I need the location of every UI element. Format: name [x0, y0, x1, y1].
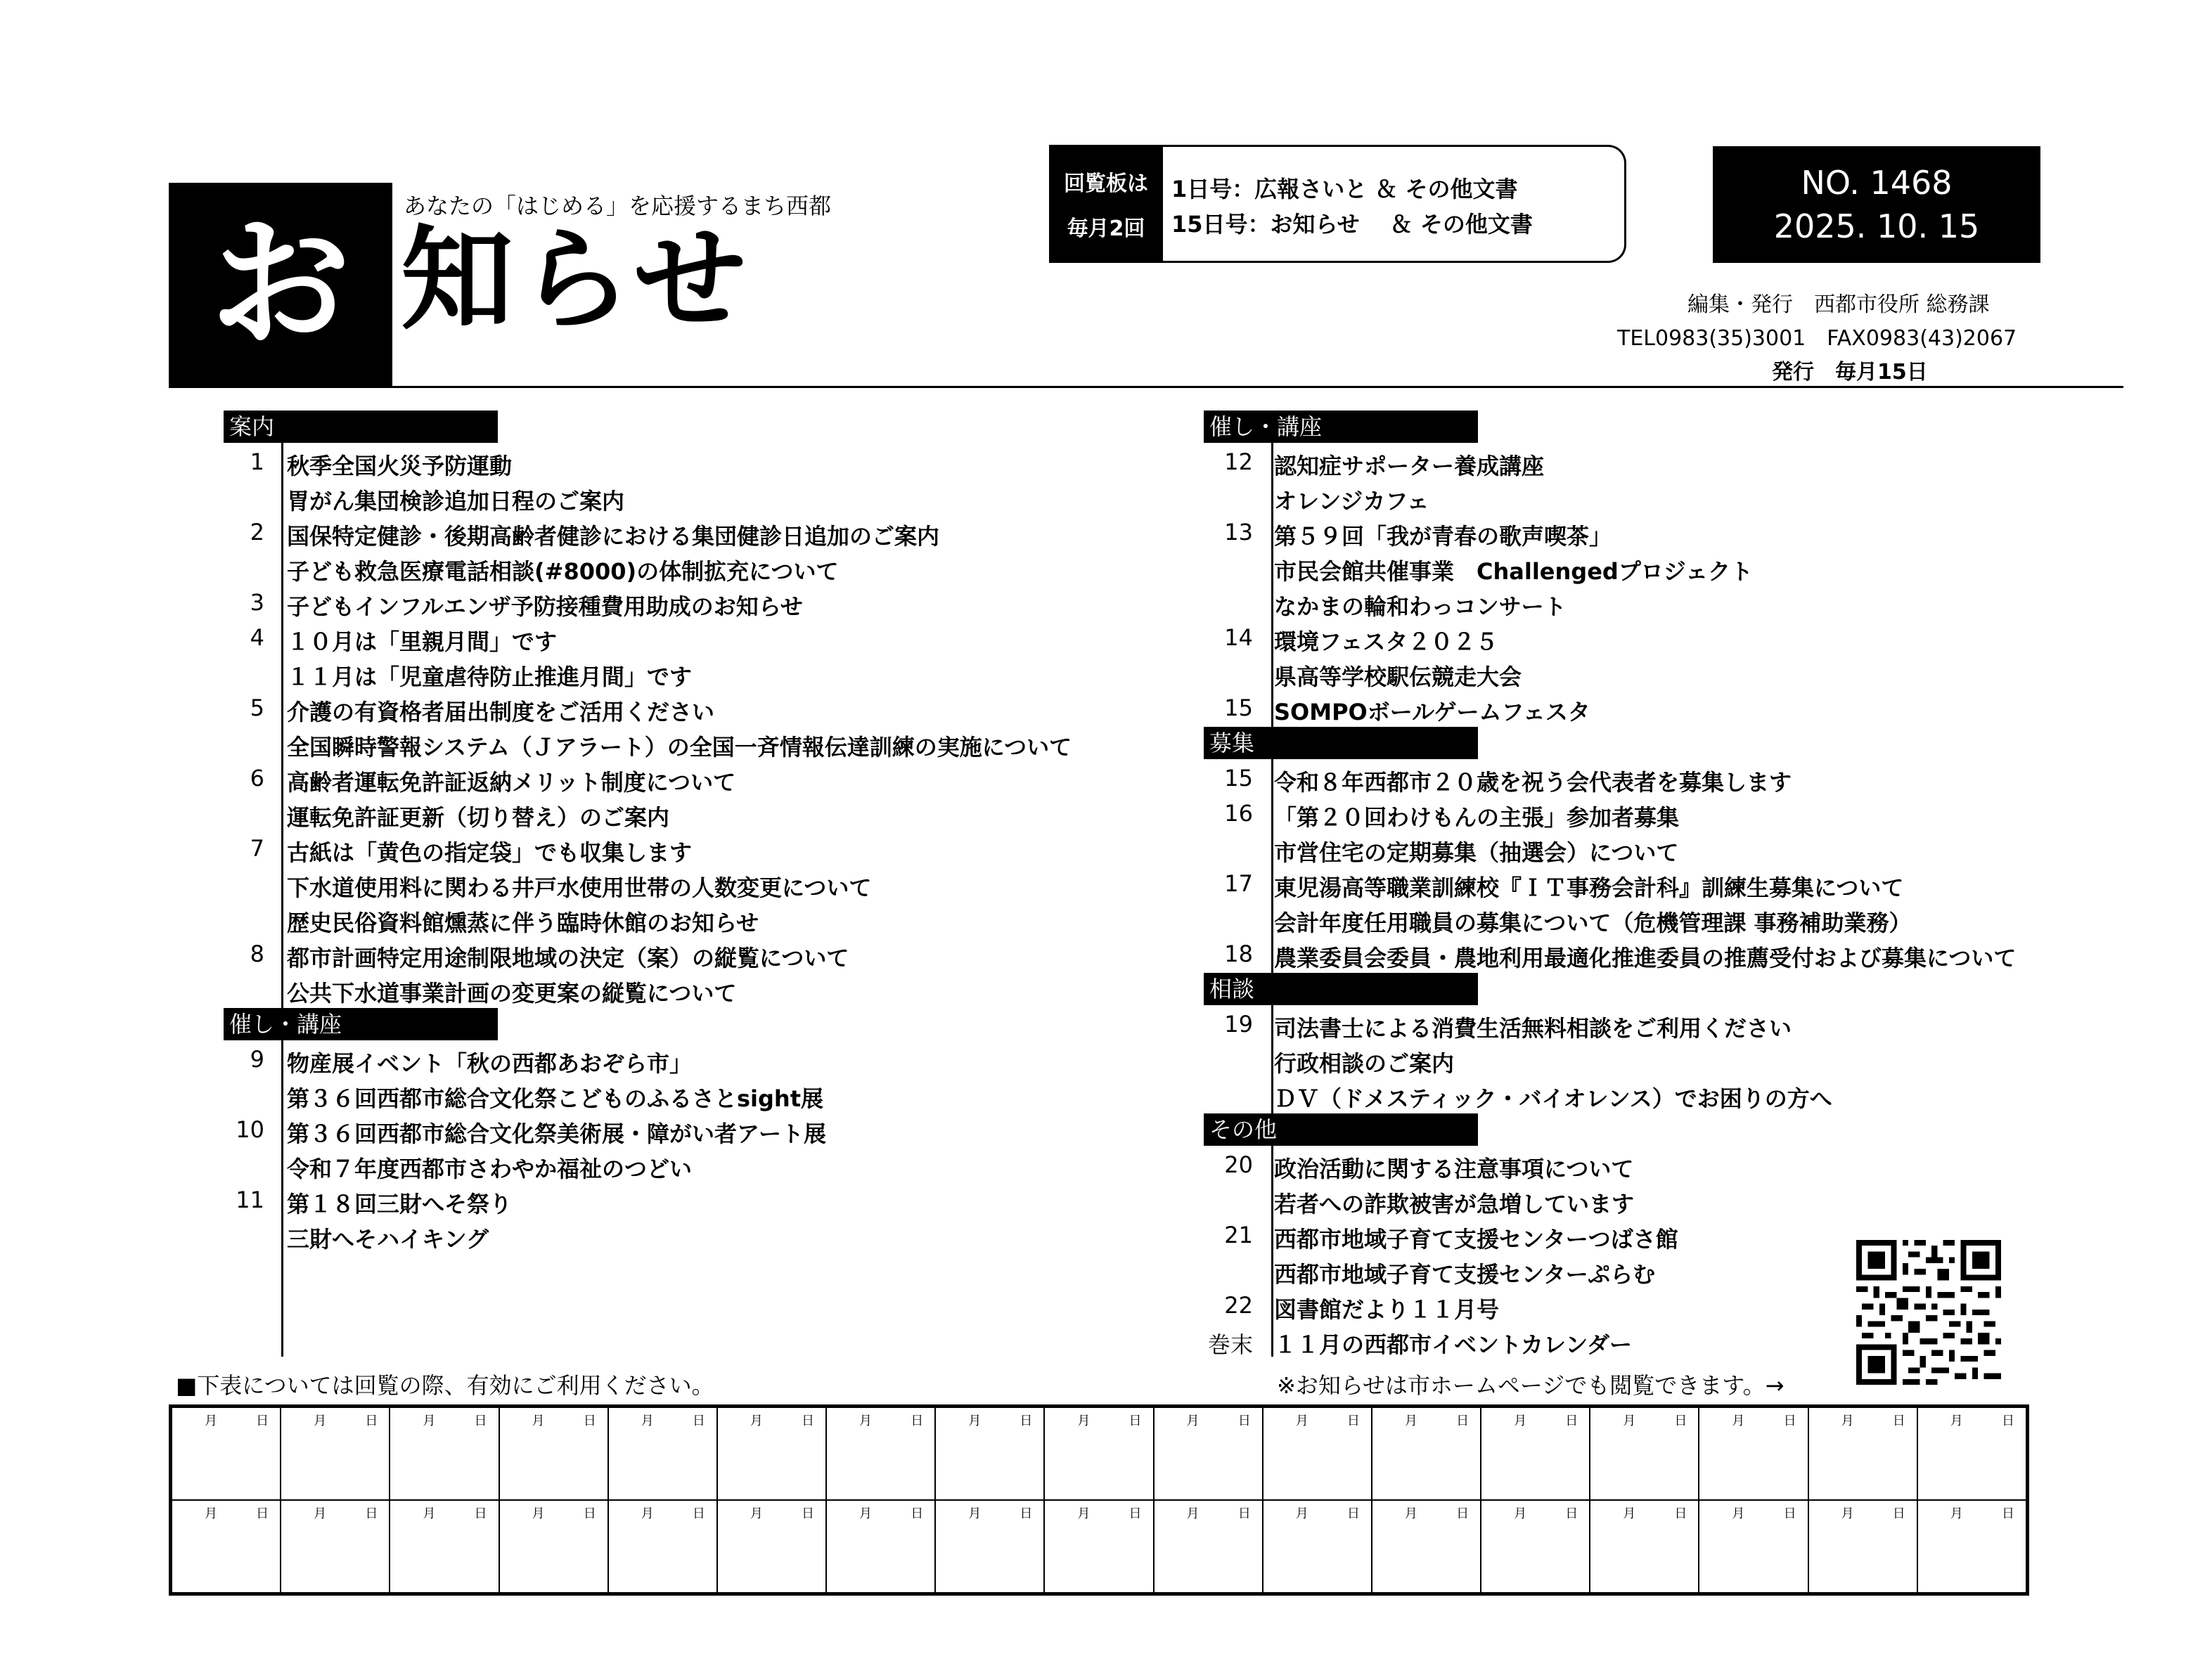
- item-number: 4: [250, 624, 264, 651]
- day-label: 日: [1237, 1506, 1251, 1521]
- list-item[interactable]: 若者への詐欺被害が急増しています: [1274, 1191, 1635, 1217]
- date-cell-labels: [831, 1411, 930, 1429]
- list-item[interactable]: 東児湯高等職業訓練校『ＩＴ事務会計科』訓練生募集について: [1274, 874, 1904, 901]
- month-label: 月: [532, 1414, 545, 1428]
- section-heading: 募集: [1204, 727, 1478, 759]
- day-label: 日: [2002, 1506, 2014, 1521]
- date-cell-labels: [722, 1504, 821, 1522]
- date-cell[interactable]: [281, 1500, 390, 1593]
- month-label: 月: [314, 1506, 327, 1521]
- date-cell[interactable]: [1263, 1500, 1372, 1593]
- list-item[interactable]: 胃がん集団検診追加日程のご案内: [287, 488, 625, 515]
- day-label: 日: [583, 1506, 596, 1521]
- day-label: 日: [692, 1506, 705, 1521]
- tagline: あなたの「はじめる」を応援するまち西都: [404, 193, 832, 219]
- month-label: 月: [1732, 1506, 1745, 1521]
- day-label: 日: [474, 1414, 487, 1428]
- day-label: 日: [692, 1414, 705, 1428]
- date-cell[interactable]: [172, 1500, 281, 1593]
- circulation-line-1: 1日号：広報さいと ＆ その他文書: [1171, 176, 1518, 202]
- section-heading: 相談: [1204, 973, 1478, 1005]
- list-item[interactable]: 子ども救急医療電話相談(#8000)の体制拡充について: [287, 558, 839, 585]
- list-item[interactable]: 会計年度任用職員の募集について（危機管理課 事務補助業務）: [1274, 910, 1912, 936]
- item-number: 15: [1224, 694, 1253, 721]
- left-column-rule: [281, 443, 283, 1357]
- month-label: 月: [1841, 1414, 1854, 1428]
- month-label: 月: [1295, 1414, 1308, 1428]
- list-item[interactable]: １１月は「児童虐待防止推進月間」です: [287, 664, 693, 690]
- item-number: 8: [250, 941, 264, 967]
- month-label: 月: [859, 1506, 873, 1521]
- month-label: 月: [314, 1414, 327, 1428]
- date-cell-labels: [831, 1504, 930, 1522]
- table-row: [172, 1407, 2026, 1500]
- date-cell-labels: [1922, 1411, 2021, 1429]
- day-label: 日: [802, 1506, 815, 1521]
- circulation-box: [1163, 145, 1626, 263]
- item-number: 18: [1224, 941, 1253, 967]
- date-cell-labels: [722, 1411, 821, 1429]
- circulation-date-table: [169, 1404, 2029, 1596]
- date-cell[interactable]: [1044, 1500, 1153, 1593]
- date-cell[interactable]: [935, 1500, 1044, 1593]
- item-number: 20: [1224, 1151, 1253, 1178]
- month-label: 月: [1404, 1414, 1417, 1428]
- month-label: 月: [1950, 1414, 1963, 1428]
- date-cell-labels: [1704, 1504, 1803, 1522]
- month-label: 月: [205, 1414, 217, 1428]
- item-number: 12: [1224, 448, 1253, 475]
- item-number: 2: [250, 519, 264, 545]
- list-item[interactable]: 子どもインフルエンザ予防接種費用助成のお知らせ: [287, 593, 803, 620]
- date-cell-labels: [1922, 1504, 2021, 1522]
- date-cell-labels: [1159, 1504, 1258, 1522]
- list-item[interactable]: 政治活動に関する注意事項について: [1274, 1156, 1634, 1182]
- item-number: 22: [1224, 1292, 1253, 1319]
- homepage-note[interactable]: ※お知らせは市ホームページでも閲覧できます。→: [1277, 1372, 1785, 1399]
- publisher: 編集・発行 西都市役所 総務課: [1687, 292, 1990, 317]
- date-cell[interactable]: [1372, 1500, 1481, 1593]
- item-number: 16: [1224, 800, 1253, 827]
- day-label: 日: [2002, 1414, 2014, 1428]
- date-cell[interactable]: [935, 1407, 1044, 1500]
- month-label: 月: [532, 1506, 545, 1521]
- list-item[interactable]: 下水道使用料に関わる井戸水使用世帯の人数変更について: [287, 874, 872, 901]
- date-cell-labels: [285, 1504, 385, 1522]
- date-cell[interactable]: [1808, 1407, 1917, 1500]
- day-label: 日: [1892, 1414, 1905, 1428]
- list-item[interactable]: 県高等学校駅伝競走大会: [1274, 664, 1522, 690]
- month-label: 月: [641, 1506, 654, 1521]
- day-label: 日: [1346, 1506, 1360, 1521]
- date-cell-labels: [176, 1504, 276, 1522]
- date-cell[interactable]: [390, 1407, 499, 1500]
- day-label: 日: [1674, 1506, 1687, 1521]
- day-label: 日: [256, 1506, 269, 1521]
- date-cell[interactable]: [608, 1407, 717, 1500]
- day-label: 日: [802, 1414, 815, 1428]
- date-cell-labels: [940, 1411, 1039, 1429]
- day-label: 日: [1892, 1506, 1905, 1521]
- header-rule: [169, 386, 2123, 388]
- list-item[interactable]: 「第２０回わけもんの主張」参加者募集: [1274, 804, 1680, 831]
- month-label: 月: [1841, 1506, 1854, 1521]
- item-number: 巻末: [1207, 1331, 1253, 1358]
- day-label: 日: [1565, 1506, 1578, 1521]
- day-label: 日: [583, 1414, 596, 1428]
- list-item[interactable]: 令和７年度西都市さわやか福祉のつどい: [287, 1156, 693, 1182]
- list-item[interactable]: 第３６回西都市総合文化祭こどものふるさとsight展: [287, 1085, 824, 1112]
- page-title: 知らせ: [401, 214, 752, 345]
- date-cell[interactable]: [281, 1407, 390, 1500]
- section-heading: 案内: [224, 411, 498, 443]
- list-item[interactable]: オレンジカフェ: [1274, 488, 1429, 515]
- date-cell[interactable]: [1808, 1500, 1917, 1593]
- month-label: 月: [750, 1506, 763, 1521]
- right-column-rule: [1271, 443, 1273, 1357]
- item-number: 9: [250, 1046, 264, 1073]
- date-cell-labels: [394, 1504, 494, 1522]
- list-item[interactable]: 認知症サポーター養成講座: [1274, 453, 1545, 479]
- list-item[interactable]: 司法書士による消費生活無料相談をご利用ください: [1274, 1015, 1792, 1042]
- date-cell-labels: [285, 1411, 385, 1429]
- list-item[interactable]: 介護の有資格者届出制度をご活用ください: [287, 699, 715, 725]
- date-cell[interactable]: [608, 1500, 717, 1593]
- date-cell-labels: [394, 1411, 494, 1429]
- month-label: 月: [205, 1506, 217, 1521]
- date-cell[interactable]: [1481, 1407, 1590, 1500]
- date-cell[interactable]: [499, 1407, 608, 1500]
- list-item[interactable]: 環境フェスタ２０２５: [1274, 628, 1498, 655]
- month-label: 月: [1514, 1506, 1527, 1521]
- list-item[interactable]: 農業委員会委員・農地利用最適化推進委員の推薦受付および募集について: [1274, 945, 2017, 971]
- month-label: 月: [968, 1414, 982, 1428]
- month-label: 月: [1514, 1414, 1527, 1428]
- list-item[interactable]: 第５９回「我が青春の歌声喫茶」: [1274, 523, 1612, 550]
- list-item[interactable]: 三財へそハイキング: [287, 1226, 489, 1253]
- list-item[interactable]: 全国瞬時警報システム（Ｊアラート）の全国一斉情報伝達訓練の実施について: [287, 734, 1072, 761]
- date-cell-labels: [940, 1504, 1039, 1522]
- day-label: 日: [1456, 1506, 1470, 1521]
- issue-badge: [1713, 146, 2040, 263]
- date-cell-labels: [1595, 1411, 1694, 1429]
- section-heading: 催し・講座: [224, 1008, 498, 1040]
- list-item[interactable]: 第１８回三財へそ祭り: [287, 1191, 513, 1217]
- day-label: 日: [1020, 1506, 1033, 1521]
- list-item[interactable]: 第３６回西都市総合文化祭美術展・障がい者アート展: [287, 1120, 827, 1147]
- date-cell[interactable]: [1154, 1407, 1263, 1500]
- date-cell-labels: [1049, 1411, 1148, 1429]
- day-label: 日: [1565, 1414, 1578, 1428]
- date-cell[interactable]: [1481, 1500, 1590, 1593]
- item-number: 3: [250, 589, 264, 616]
- month-label: 月: [641, 1414, 654, 1428]
- circulation-label: [1049, 145, 1163, 263]
- list-item[interactable]: １１月の西都市イベントカレンダー: [1274, 1331, 1632, 1358]
- day-label: 日: [911, 1414, 924, 1428]
- list-item[interactable]: 秋季全国火災予防運動: [287, 453, 513, 479]
- date-cell[interactable]: [1044, 1407, 1153, 1500]
- list-item[interactable]: 市営住宅の定期募集（抽選会）について: [1274, 839, 1679, 866]
- month-label: 月: [1623, 1414, 1636, 1428]
- month-label: 月: [1077, 1506, 1091, 1521]
- list-item[interactable]: 国保特定健診・後期高齢者健診における集団健診日追加のご案内: [287, 523, 940, 550]
- date-cell-labels: [1268, 1411, 1367, 1429]
- date-cell-labels: [1377, 1411, 1476, 1429]
- list-item[interactable]: 令和８年西都市２０歳を祝う会代表者を募集します: [1274, 769, 1792, 796]
- list-item[interactable]: なかまの輪和わっコンサート: [1274, 593, 1567, 620]
- date-cell-labels: [613, 1504, 712, 1522]
- date-cell[interactable]: [390, 1500, 499, 1593]
- date-cell-labels: [1813, 1411, 1912, 1429]
- date-cell[interactable]: [1590, 1500, 1699, 1593]
- day-label: 日: [1783, 1414, 1796, 1428]
- list-item[interactable]: 市民会館共催事業 Challengedプロジェクト: [1274, 558, 1754, 585]
- list-item[interactable]: ＤＶ（ドメスティック・バイオレンス）でお困りの方へ: [1274, 1085, 1832, 1112]
- date-cell-labels: [613, 1411, 712, 1429]
- date-cell-labels: [1486, 1411, 1585, 1429]
- item-number: 17: [1224, 870, 1253, 897]
- list-item[interactable]: SOMPOボールゲームフェスタ: [1274, 699, 1590, 725]
- day-label: 日: [1128, 1414, 1142, 1428]
- date-cell-labels: [1595, 1504, 1694, 1522]
- date-grid: [171, 1407, 2027, 1594]
- date-cell[interactable]: [172, 1407, 281, 1500]
- date-cell-labels: [1268, 1504, 1367, 1522]
- list-item[interactable]: 歴史民俗資料館燻蒸に伴う臨時休館のお知らせ: [287, 910, 759, 936]
- day-label: 日: [365, 1414, 378, 1428]
- month-label: 月: [859, 1414, 873, 1428]
- item-number: 13: [1224, 519, 1253, 545]
- day-label: 日: [256, 1414, 269, 1428]
- date-cell[interactable]: [1699, 1407, 1808, 1500]
- contact: TEL0983(35)3001 FAX0983(43)2067: [1617, 326, 2017, 351]
- item-number: 15: [1224, 765, 1253, 791]
- month-label: 月: [1732, 1414, 1745, 1428]
- date-cell-labels: [176, 1411, 276, 1429]
- day-label: 日: [1237, 1414, 1251, 1428]
- item-number: 10: [236, 1116, 264, 1143]
- publish-frequency: 発行 毎月15日: [1772, 360, 1928, 385]
- item-number: 5: [250, 694, 264, 721]
- date-cell-labels: [1159, 1411, 1258, 1429]
- list-item[interactable]: 図書館だより１１月号: [1274, 1296, 1500, 1323]
- date-cell[interactable]: [1917, 1407, 2026, 1500]
- day-label: 日: [474, 1506, 487, 1521]
- month-label: 月: [1186, 1414, 1200, 1428]
- qr-code-icon[interactable]: [1856, 1240, 2001, 1385]
- issue-number: NO. 1468: [1801, 164, 1953, 202]
- date-cell[interactable]: [499, 1500, 608, 1593]
- day-label: 日: [1783, 1506, 1796, 1521]
- date-cell[interactable]: [1917, 1500, 2026, 1593]
- day-label: 日: [1128, 1506, 1142, 1521]
- circulation-label-line2: 毎月2回: [1067, 217, 1145, 241]
- month-label: 月: [750, 1414, 763, 1428]
- month-label: 月: [1077, 1414, 1091, 1428]
- date-cell[interactable]: [1263, 1407, 1372, 1500]
- list-item[interactable]: 古紙は「黄色の指定袋」でも収集します: [287, 839, 693, 866]
- date-cell-labels: [1813, 1504, 1912, 1522]
- section-heading: 催し・講座: [1204, 411, 1478, 443]
- month-label: 月: [1623, 1506, 1636, 1521]
- date-cell[interactable]: [717, 1500, 826, 1593]
- item-number: 6: [250, 765, 264, 791]
- list-item[interactable]: 高齢者運転免許証返納メリット制度について: [287, 769, 736, 796]
- item-number: 1: [250, 448, 264, 475]
- day-label: 日: [911, 1506, 924, 1521]
- section-heading: その他: [1204, 1113, 1478, 1146]
- date-cell-labels: [504, 1504, 603, 1522]
- list-item[interactable]: 公共下水道事業計画の変更案の縦覧について: [287, 980, 737, 1007]
- item-number: 14: [1224, 624, 1253, 651]
- date-cell[interactable]: [1372, 1407, 1481, 1500]
- day-label: 日: [1020, 1414, 1033, 1428]
- month-label: 月: [968, 1506, 982, 1521]
- day-label: 日: [1346, 1414, 1360, 1428]
- day-label: 日: [365, 1506, 378, 1521]
- date-cell[interactable]: [826, 1407, 935, 1500]
- item-number: 19: [1224, 1011, 1253, 1038]
- list-item[interactable]: 西都市地域子育て支援センターぷらむ: [1274, 1261, 1656, 1288]
- date-cell[interactable]: [1699, 1500, 1808, 1593]
- title-first-char: お: [210, 202, 351, 366]
- issue-date: 2025. 10. 15: [1773, 207, 1980, 245]
- list-item[interactable]: 物産展イベント「秋の西都あおぞら市」: [287, 1050, 693, 1077]
- list-item[interactable]: 都市計画特定用途制限地域の決定（案）の縦覧について: [287, 945, 849, 971]
- date-cell[interactable]: [826, 1500, 935, 1593]
- month-label: 月: [1404, 1506, 1417, 1521]
- date-cell-labels: [1704, 1411, 1803, 1429]
- month-label: 月: [423, 1414, 436, 1428]
- date-cell-labels: [1486, 1504, 1585, 1522]
- date-cell-labels: [1049, 1504, 1148, 1522]
- item-number: 21: [1224, 1222, 1253, 1248]
- item-number: 7: [250, 835, 264, 862]
- date-cell[interactable]: [1590, 1407, 1699, 1500]
- day-label: 日: [1674, 1414, 1687, 1428]
- month-label: 月: [1295, 1506, 1308, 1521]
- table-note: ■下表については回覧の際、有効にご利用ください。: [176, 1372, 714, 1399]
- date-cell-labels: [504, 1411, 603, 1429]
- month-label: 月: [1186, 1506, 1200, 1521]
- table-row: [172, 1500, 2026, 1593]
- item-number: 11: [236, 1187, 264, 1213]
- circulation-label-line1: 回覧板は: [1064, 172, 1148, 196]
- list-item[interactable]: １０月は「里親月間」です: [287, 628, 558, 655]
- list-item[interactable]: 運転免許証更新（切り替え）のご案内: [287, 804, 670, 831]
- month-label: 月: [423, 1506, 436, 1521]
- date-cell[interactable]: [1154, 1500, 1263, 1593]
- list-item[interactable]: 西都市地域子育て支援センターつばさ館: [1274, 1226, 1678, 1253]
- month-label: 月: [1950, 1506, 1963, 1521]
- date-cell-labels: [1377, 1504, 1476, 1522]
- date-cell[interactable]: [717, 1407, 826, 1500]
- day-label: 日: [1456, 1414, 1470, 1428]
- list-item[interactable]: 行政相談のご案内: [1274, 1050, 1455, 1077]
- circulation-line-2: 15日号：お知らせ ＆ その他文書: [1171, 211, 1533, 238]
